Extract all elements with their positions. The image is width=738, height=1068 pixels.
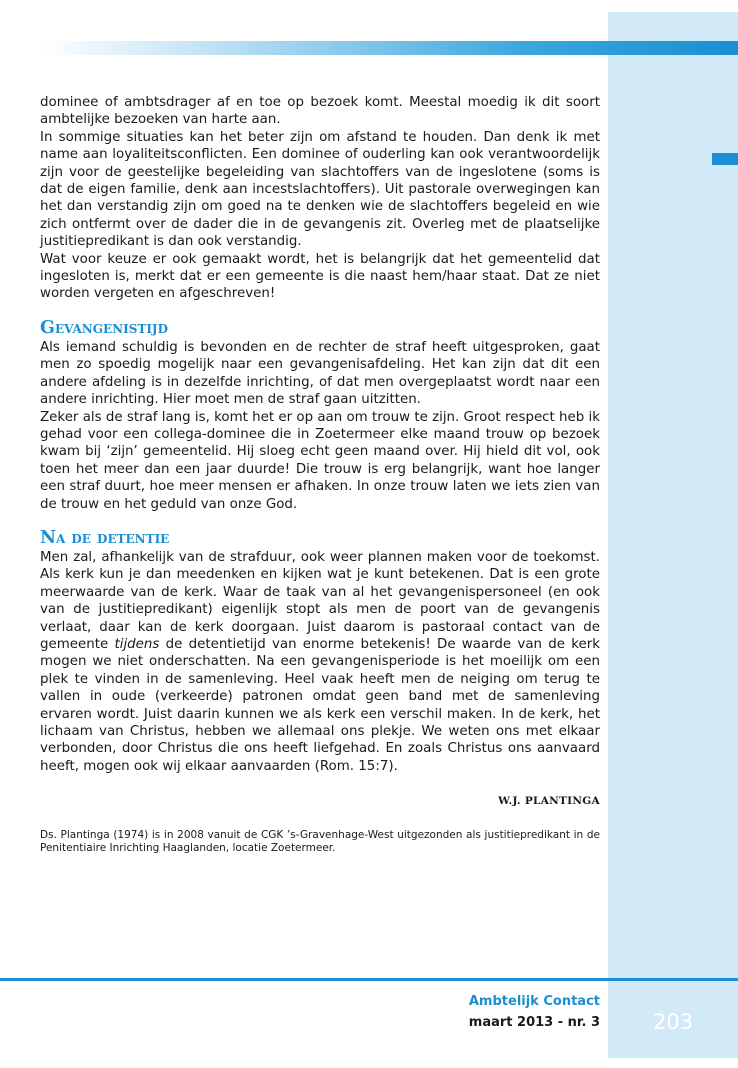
header-gradient-bar: [40, 41, 738, 55]
section-heading-gevangenistijd: Gevangenistijd: [40, 317, 169, 338]
section-heading-na-de-detentie: Na de detentie: [40, 527, 170, 548]
side-column: [608, 12, 738, 1058]
page-number: 203: [652, 1010, 694, 1034]
journal-title: Ambtelijk Contact: [468, 994, 600, 1009]
paragraph: Wat voor keuze er ook gemaakt wordt, het is belangrijk dat het gemeentelid dat ingesloten is, merkt dat er een gemeente is die naast hem/haar staat. Dat ze niet worden vergeten en afgeschreven!: [40, 251, 600, 302]
footer-rule: [0, 978, 738, 981]
author-bio: Ds. Plantinga (1974) is in 2008 vanuit de CGK ’s-Gravenhage-West uitgezonden als justitiepredikant in de Penitentiaire Inrichting Haaglanden, locatie Zoetermeer.: [40, 828, 600, 855]
paragraph-text: Men zal, afhankelijk van de strafduur, ook weer plannen maken voor de toekomst. Als kerk kun je dan meedenken en kijken wat je kunt betekenen. Dat is een grote meerwaarde van de kerk. Waar de taak van al het gevangenispersoneel (en ook van de justitiepredikant) eigenlijk stopt als men de poort van de gevangenis verlaat, daar kan de kerk doorgaan. Juist daarom is pastoraal contact van de gemeente: [40, 549, 600, 652]
paragraph-text: de detentietijd van enorme betekenis! De waarde van de kerk mogen we niet onderschatten. Na een gevangenisperiode is het moeilijk om een plek te vinden in de samenleving. Heel vaak heeft men de neiging om terug te vallen in oude (verkeerde) patronen omdat geen band met de samenleving ervaren wordt. Juist daarin kunnen we als kerk een verschil maken. In de kerk, het lichaam van Christus, hebben we allemaal ons plekje. We weten ons met elkaar verbonden, door Christus die ons heeft liefgehad. En zoals Christus ons aanvaard heeft, mogen ook wij elkaar aanvaarden (Rom. 15:7).: [40, 636, 600, 774]
paragraph: dominee of ambtsdrager af en toe op bezoek komt. Meestal moedig ik dit soort ambtelijke bezoeken van harte aan.: [40, 95, 600, 128]
paragraph: Als iemand schuldig is bevonden en de rechter de straf heeft uitgesproken, gaat men zo spoedig mogelijk naar een gevangenisafdeling. Het kan zijn dat dit een andere afdeling is in dezelfde inrichting, of dat men overgeplaatst wordt naar een andere inrichting. Hier moet men de straf gaan uitzitten.: [40, 339, 600, 408]
article-body: [40, 94, 600, 856]
author-signature: W.J. PLANTINGA: [498, 795, 600, 808]
emphasis-text: tijdens: [114, 636, 160, 652]
paragraph: [40, 549, 600, 775]
issue-info: maart 2013 - nr. 3: [468, 1015, 600, 1030]
side-tab-marker: [712, 153, 738, 165]
paragraph: Zeker als de straf lang is, komt het er op aan om trouw te zijn. Groot respect heb ik gehad voor een collega-dominee die in Zoetermeer elke maand trouw op bezoek kwam bij ‘zijn’ gemeentelid. Hij sloeg echt geen maand over. Hij hield dit vol, ook toen het meer dan een jaar duurde! Die trouw is erg belangrijk, want hoe langer een straf duurt, hoe meer mensen er afhaken. In onze trouw laten we iets zien van de trouw en het geduld van onze God.: [40, 409, 601, 512]
paragraph: In sommige situaties kan het beter zijn om afstand te houden. Dan denk ik met name aan loyaliteitsconflicten. Een dominee of ouderling kan ook verantwoordelijk zijn voor de geestelijke begeleiding van slachtoffers van de ingeslotene (soms is dat de eigen familie, denk aan incestslachtoffers). Uit pastorale overwegingen kan het dan verstandig zijn om goed na te denken wie de slachtoffers begeleid en wie zich ontfermt over de dader die in de gevangenis zit. Overleg met de plaatselijke justitiepredikant is dan ook verstandig.: [40, 129, 600, 250]
